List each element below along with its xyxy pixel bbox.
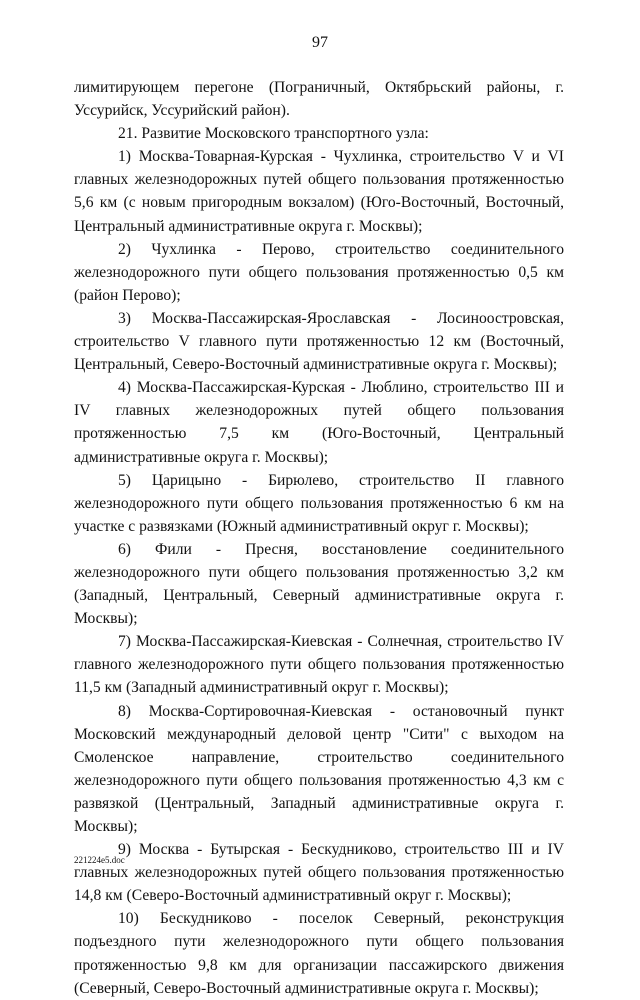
list-item: 7) Москва-Пассажирская-Киевская - Солнечная, строительство IV главного железнодорожного пути общего пользования протяженностью 11,5 км (Западный административный округ г. Москвы); <box>74 633 564 697</box>
document-body <box>74 76 564 1000</box>
list-item: 1) Москва-Товарная-Курская - Чухлинка, строительство V и VI главных железнодорожных путей общего пользования протяженностью 5,6 км (с новым пригородным вокзалом) (Юго-Восточный, Восточный, Центральный административные округа г. Москвы); <box>74 148 564 235</box>
list-item: 4) Москва-Пассажирская-Курская - Люблино, строительство III и IV главных железнодорожных путей общего пользования протяженностью 7,5 км (Юго-Восточный, Центральный административные округа г. Москвы); <box>74 379 564 466</box>
list-item: 2) Чухлинка - Перово, строительство соединительного железнодорожного пути общего пользования протяженностью 0,5 км (район Перово); <box>74 240 564 304</box>
footer-filename: 221224e5.doc <box>74 855 125 865</box>
list-item: 6) Фили - Пресня, восстановление соединительного железнодорожного пути общего пользования протяженностью 3,2 км (Западный, Центральный, Северный административные округа г. Москвы); <box>74 540 564 628</box>
list-item: 3) Москва-Пассажирская-Ярославская - Лосиноостровская, строительство V главного пути протяженностью 12 км (Восточный, Центральный, Северо-Восточный административные округа г. Москвы); <box>74 309 564 374</box>
section-heading: 21. Развитие Московского транспортного узла: <box>118 125 429 143</box>
page-number: 97 <box>312 34 328 51</box>
list-item: 9) Москва - Бутырская - Бескудниково, строительство III и IV главных железнодорожных путей общего пользования протяженностью 14,8 км (Северо-Восточный административный округ г. Москвы); <box>74 841 564 905</box>
list-item: 10) Бескудниково - поселок Северный, реконструкция подъездного пути железнодорожного пути общего пользования протяженностью 9,8 км для организации пассажирского движения (Северный, Северо-Восточный административные округа г. Москвы); <box>74 910 564 997</box>
list-item: 8) Москва-Сортировочная-Киевская - остановочный пункт Московский международный деловой центр "Сити" с выходом на Смоленское направление, строительство соединительного железнодорожного пути общего пользования протяженностью 4,3 км с развязкой (Центральный, Западный административные округа г. Москвы); <box>74 702 564 835</box>
list-item: 5) Царицыно - Бирюлево, строительство II главного железнодорожного пути общего пользования протяженностью 6 км на участке с развязками (Южный административный округ г. Москвы); <box>74 471 564 535</box>
paragraph: лимитирующем перегоне (Пограничный, Октябрьский районы, г. Уссурийск, Уссурийский район). <box>74 79 564 120</box>
